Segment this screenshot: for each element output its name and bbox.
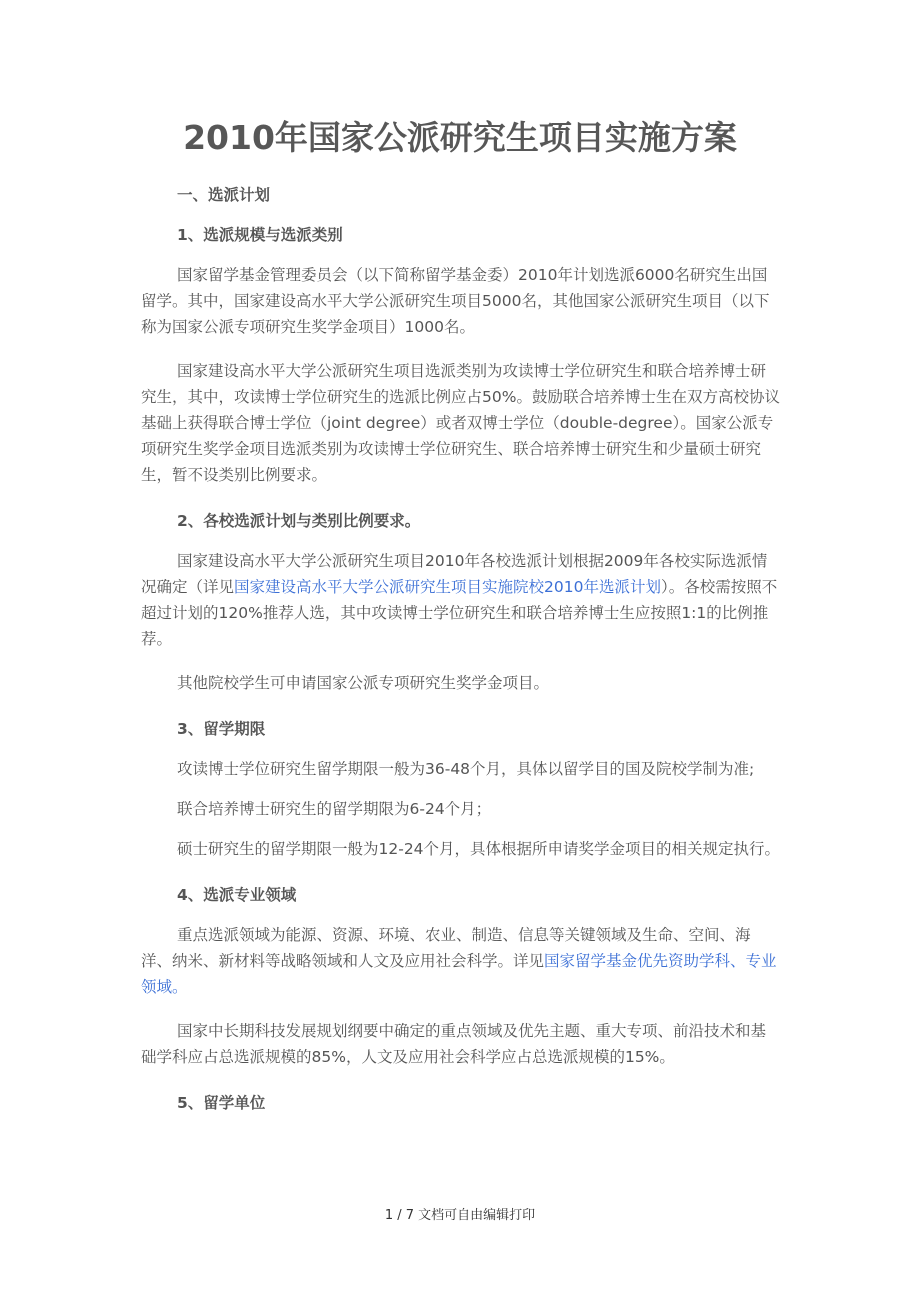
subheading-1-4: 4、选派专业领域 — [177, 886, 297, 904]
paragraph-1: 国家留学基金管理委员会（以下简称留学基金委）2010年计划选派6000名研究生出国留学。其中，国家建设高水平大学公派研究生项目5000名，其他国家公派研究生项目（以下称为国家公派专项研究生奖学金项目）1000名。 — [141, 266, 770, 336]
paragraph-3-text-a: 国家建设高水平大学公派研究生项目2010年各校选派计划根据2009年各校实际选派情况确定（详见 — [141, 552, 768, 596]
section-heading-1: 一、选派计划 — [177, 186, 271, 204]
subheading-1-1: 1、选派规模与选派类别 — [177, 226, 343, 244]
paragraph-8 — [141, 922, 781, 1000]
paragraph-6: 联合培养博士研究生的留学期限为6-24个月； — [177, 800, 492, 818]
paragraph-3-text-b: ）。各校需按照不超过计划的120%推荐人选，其中攻读博士学位研究生和联合培养博士生应按照1:1的比例推荐。 — [141, 578, 778, 648]
paragraph-3 — [141, 548, 781, 652]
document-body — [141, 180, 781, 1116]
subheading-1-2: 2、各校选派计划与类别比例要求。 — [177, 512, 421, 530]
paragraph-4: 其他院校学生可申请国家公派专项研究生奖学金项目。 — [177, 674, 550, 692]
subheading-1-3: 3、留学期限 — [177, 720, 266, 738]
priority-fields-link[interactable]: 国家留学基金优先资助学科、专业领域。 — [141, 952, 777, 996]
subheading-1-5: 5、留学单位 — [177, 1094, 266, 1112]
paragraph-8-text: 重点选派领域为能源、资源、环境、农业、制造、信息等关键领域及生命、空间、海洋、纳米、新材料等战略领域和人文及应用社会科学。详见 — [141, 926, 751, 970]
document-title: 2010年国家公派研究生项目实施方案 — [183, 118, 737, 157]
paragraph-2: 国家建设高水平大学公派研究生项目选派类别为攻读博士学位研究生和联合培养博士研究生，其中，攻读博士学位研究生的选派比例应占50%。鼓励联合培养博士生在双方高校协议基础上获得联合博士学位（joint degree）或者双博士学位（double-degree）。国家公派专项研究生奖学金项目选派类别为攻读博士学位研究生、联合培养博士研究生和少量硕士研究生，暂不设类别比例要求。 — [141, 362, 780, 484]
paragraph-7: 硕士研究生的留学期限一般为12-24个月，具体根据所申请奖学金项目的相关规定执行。 — [177, 840, 781, 858]
page-footer: 1 / 7 文档可自由编辑打印 — [384, 1208, 536, 1223]
paragraph-5: 攻读博士学位研究生留学期限一般为36-48个月，具体以留学目的国及院校学制为准; — [177, 760, 755, 778]
selection-plan-link[interactable]: 国家建设高水平大学公派研究生项目实施院校2010年选派计划 — [234, 578, 661, 596]
paragraph-9: 国家中长期科技发展规划纲要中确定的重点领域及优先主题、重大专项、前沿技术和基础学科应占总选派规模的85%，人文及应用社会科学应占总选派规模的15%。 — [141, 1022, 767, 1066]
